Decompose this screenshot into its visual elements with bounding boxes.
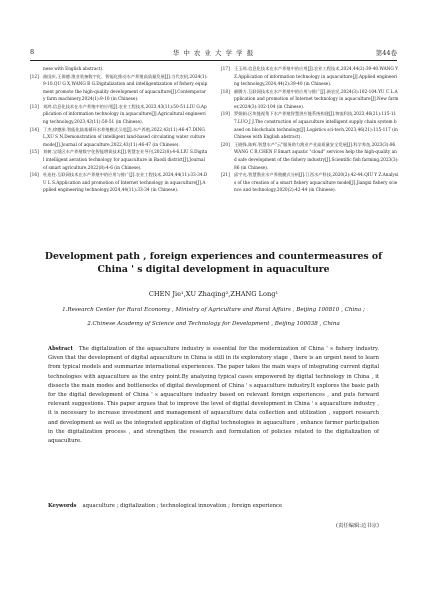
reference-entry: [15] 刘树.宝坻区水产养殖数字化智能增氧技术[J].智慧农业导刊,2022(8):4-6.LIU S.Digital intelligent aeration technology for aquaculture in Baodi district[J].Journal of smart agriculture,2022(8):4-6 (in Chinese). [30, 150, 208, 171]
title-line: China ' s digital development in aquaculture [97, 264, 330, 275]
paper-title [30, 250, 397, 276]
title-line: Development path , foreign experiences and countermeasures of [44, 251, 383, 262]
reference-entry: [21] 邱宇光.智慧渔业水产养殖模式分析[J].江西水产科技,2020(2):42-44.QIU Y Z.Analysis of the creation of a smart fishery aquaculture model[J].Jiangxi fishery science and technology,2020(2):42-44 (in Chinese). [221, 173, 399, 194]
reference-entry: [19] 罗娟娟.区块链视角下水产养殖智慧供应链系统构建[J].物流科技,2023,46(21):115-117.LUO J J.The construction of aquaculture intelligent supply chain system based on blockchain technology[J].Logistics sci-tech,2023,46(21):115-117 (in Chinese with English abstract). [221, 112, 398, 141]
keywords-text: aquaculture ; digitalization ; technological innovation ; foreign experience [82, 503, 283, 509]
affiliation-2: 2.Chinese Academy of Science and Technology for Development , Beijing 100038 , China [87, 321, 340, 327]
volume-label: 第44卷 [375, 49, 397, 57]
reference-entry: nese with English abstract). [43, 67, 104, 72]
editor-note: (责任编辑:边书京) [336, 523, 379, 529]
reference-entry: [12] 曲国庆,王保德.渔业装备数字化、智能化推动水产养殖高质量发展[J].当代农机,2024(1):9-10.QU G X,WANG B G.Digitalization and intelligentization of fishery equipment promote the high-quality development of aquaculture[J].Contemporary farm machinery,2024(1):9-10 (in Chinese). [30, 74, 208, 103]
reference-entry: [14] 丁杰,徐德淞.智能化陆基循环水养殖模式示范[J].水产养殖,2022,43(11):46-47.DING L,XU S N.Demonstration of intelligent land-based circulating water culture mode[J].Journal of aquaculture,2022,43(11):46-47 (in Chinese). [30, 127, 206, 148]
authors-line: CHEN Jie¹,XU Zhaqing²,ZHANG Long¹ [148, 290, 279, 298]
abstract-block [48, 345, 379, 446]
references-right-column [221, 66, 399, 195]
reference-entry: [13] 刘鸿.信息化技术在水产养殖中的应用[J].农业工程技术,2023,43(11):50-51.LIU G.Application of information technology in aquaculture[J].Agricultural engineering technology,2023,43(11):50-51 (in Chinese). [30, 104, 207, 126]
reference-entry: [18] 颜腾力.互联网技术在水产养殖中的应用与推广[J].新农民,2024(3):102-104.YU C L.Application and promotion of Internet technology in aquaculture[J].New farmer,2024(3):102-104 (in Chinese). [221, 89, 399, 110]
keywords-label: Keywords [48, 503, 77, 509]
reference-entry: [16] 杜连柱.互联网技术在水产养殖中的应用与推广[J].农业工程技术,2024,44(11):33-34.DU L S.Application and promotion of Internet technology in aquaculture[J].Applied engineering technology,2024,44(11):33-34 (in Chinese). [30, 173, 208, 194]
abstract-label: Abstract [48, 346, 73, 352]
running-header [30, 48, 397, 60]
references-left-column [30, 66, 208, 195]
reference-entry: [20] 王晓锋,陈辉.智慧水产"云"服务助力渔业产业高质量安全发展[J].科学养鱼,2023(3):86.WANG C R,CHEN F.Smart aquatic "cloud" services help the high-quality and safe development of the fishery industry[J].Scientific fish farming,2023(3):86 (in Chinese). [221, 142, 399, 171]
page-number: 8 [30, 48, 35, 56]
abstract-text: The digitalization of the aquaculture industry is essential for the modernization of China ' s fishery industry. Given that the development of digital aquaculture in China is still in its exploratory stage , there is an urgent need to learn from typical models and summarize international experiences. The paper takes the main ways of integrating current digital technologies with aquaculture as the entry point.By analyzing typical cases empowered by digital technology in China , it dissects the main modes and bottlenecks of digital development of China ' s aquaculture industry.It explores the basic path for the digital development of China ' s aquaculture industry based on relevant foreign experiences , and puts forward relevant suggestions. This paper argues that to improve the level of digital development in China ' s aquaculture industry , it is necessary to increase investment and management of aquaculture data collection and utilization , support research and development as well as the integrated application of digital technologies in aquaculture , enhance farmer participation in the digitalization process , and strengthen the research and formulation of policies related to the digitalization of aquaculture. [48, 346, 379, 444]
journal-title: 华 中 农 业 大 学 学 报 [172, 49, 255, 57]
keywords-block [48, 503, 379, 509]
header-rule [30, 60, 397, 61]
affiliation-1: 1.Research Center for Rural Economy , Ministry of Agriculture and Rural Affairs , Beijing 100810 , China ; [62, 307, 365, 313]
reference-entry: [17] 王玉琼.信息化技术在水产养殖中的应用[J].农业工程技术,2024,44(2):39-40.WANG Y Z.Application of information technology in aquaculture[J].Applied engineering technology,2024,44(2):39-40 (in Chinese). [221, 67, 398, 88]
